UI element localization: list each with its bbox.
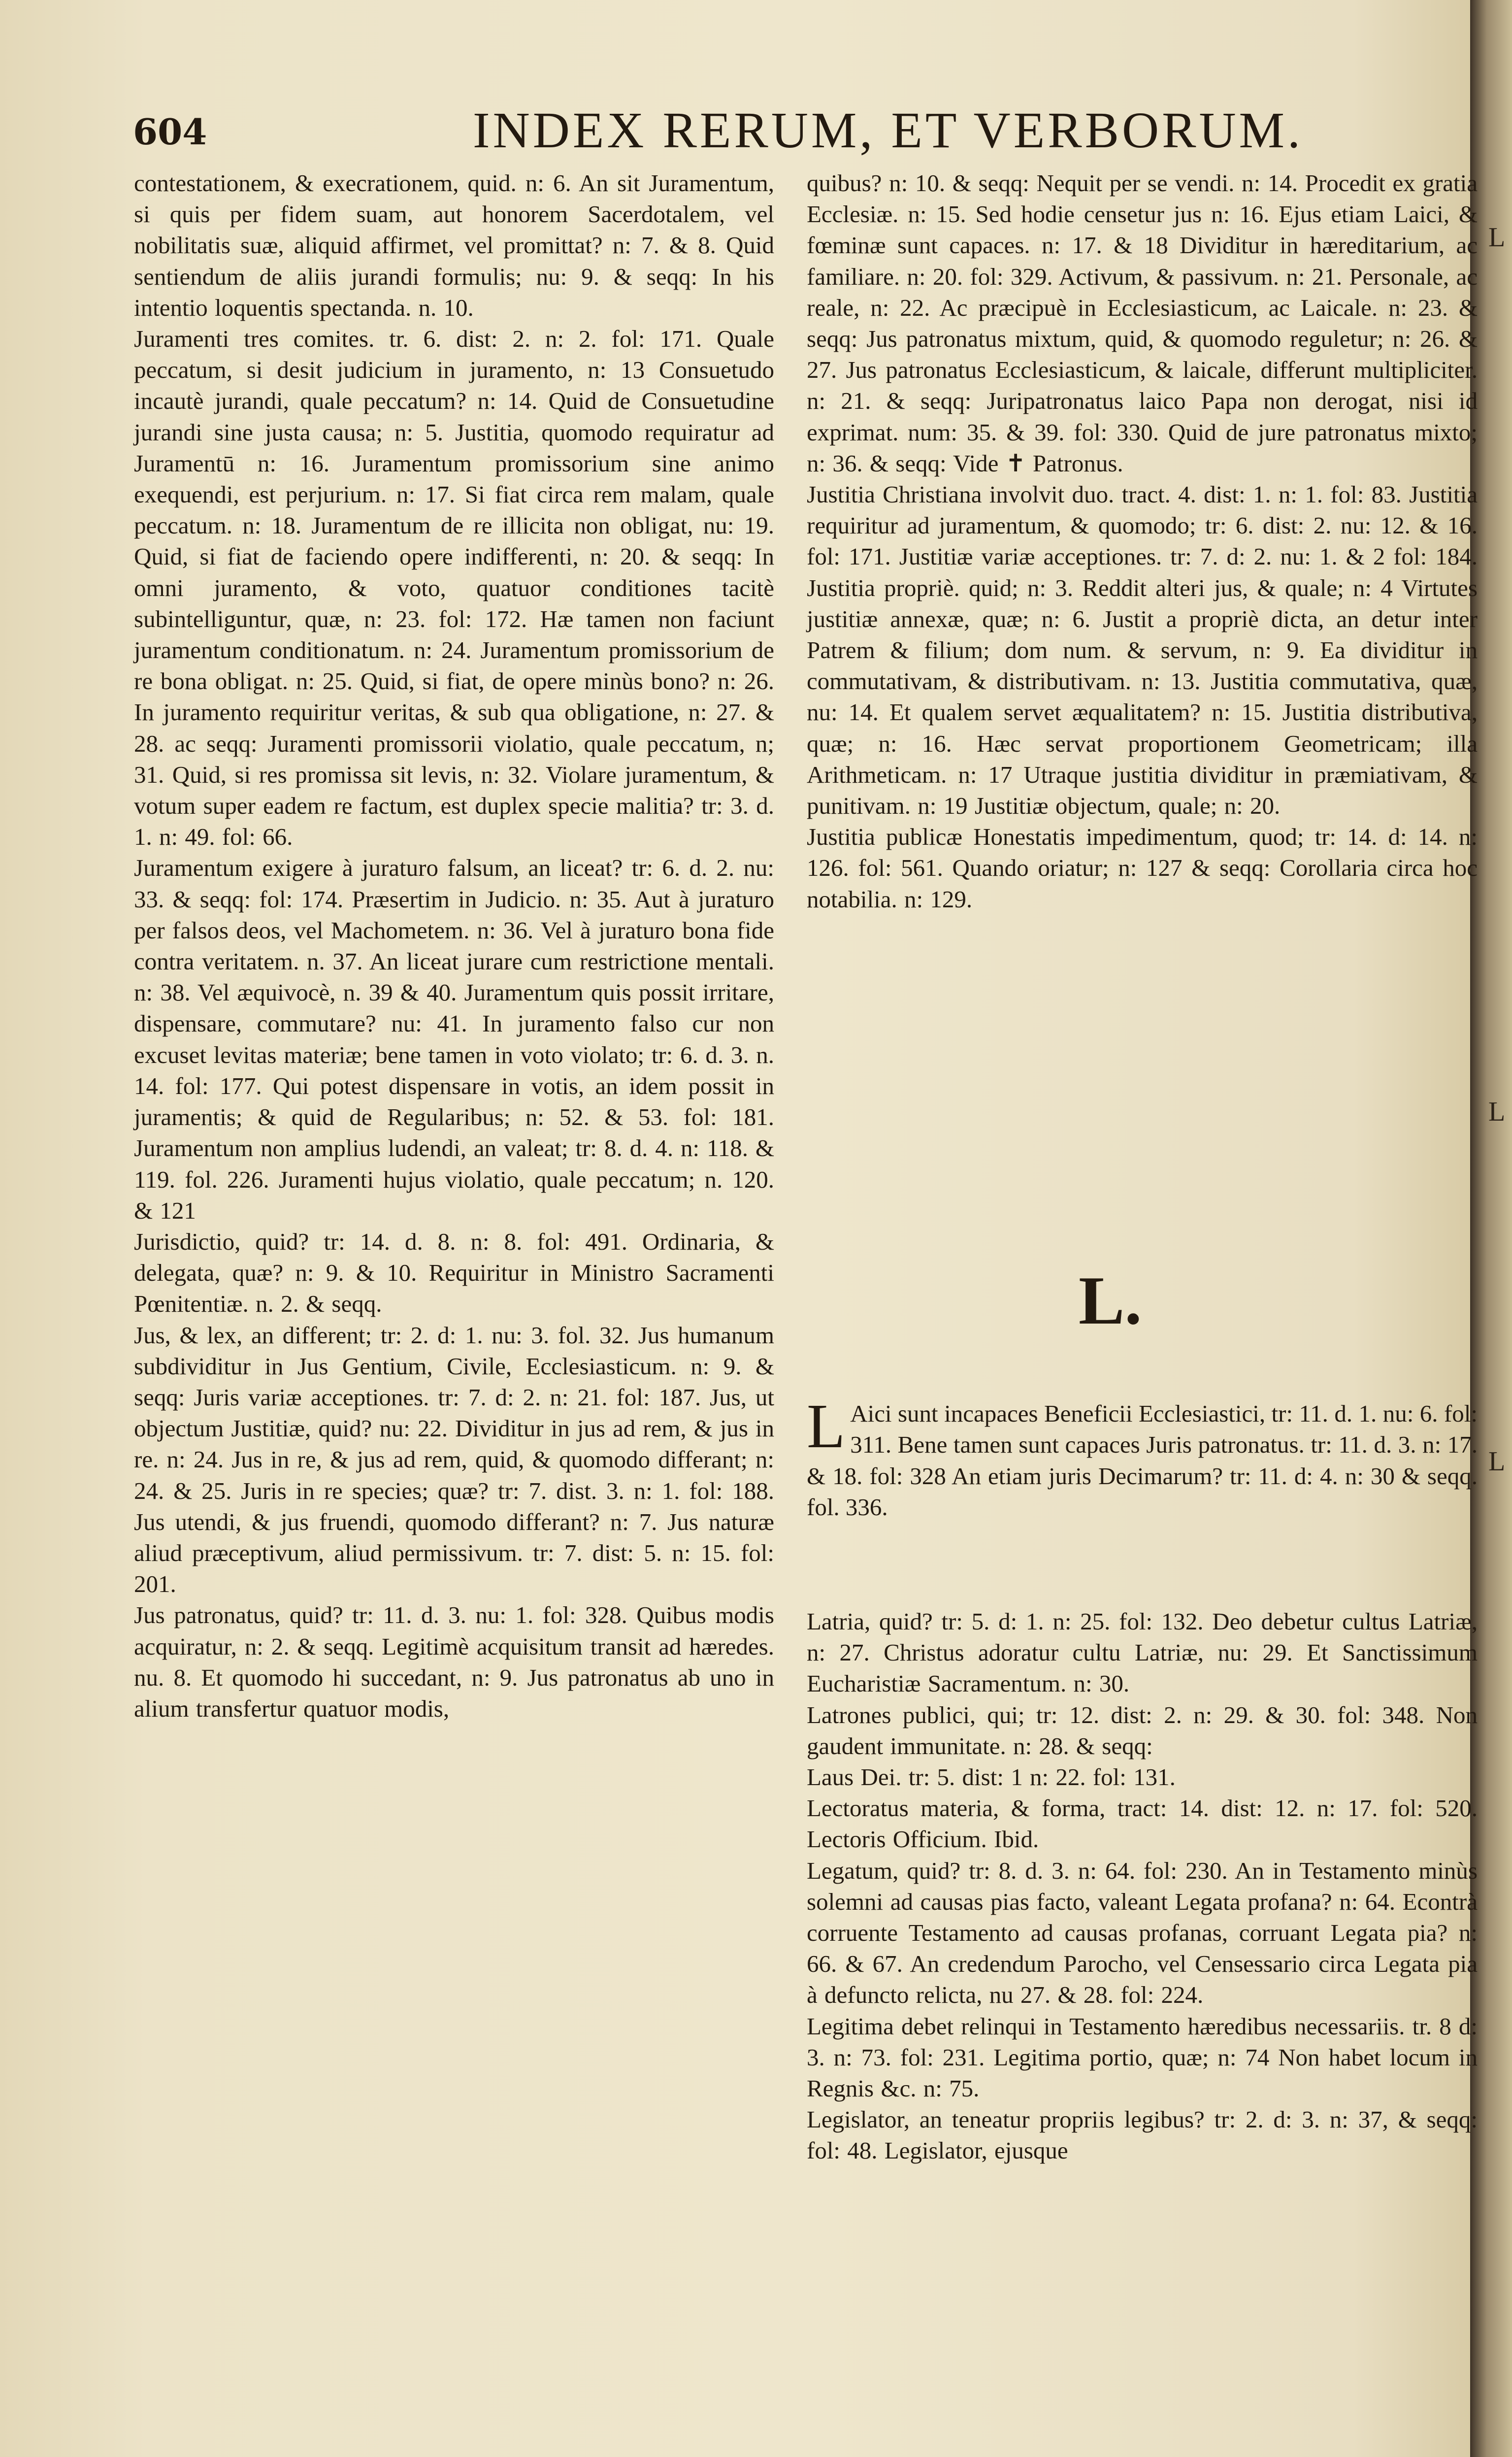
index-column-right-l: Latria, quid? tr: 5. d: 1. n: 25. fol: 132. Deo debetur cultus Latriæ, n: 27. Christus adoratur cultu Latriæ, nu: 29. Et Sanctissimum Eucharistiæ Sacramentum. n: 30. Latrones publici, qui; tr: 12. dist: 2. n: 29. & 30. fol: 348. Non gaudent immunitate. n: 28. & seqq: Laus Dei. tr: 5. dist: 1 n: 22. fol: 131. Lectoratus materia, & forma, tract: 14. dist: 12. n: 17. fol: 520. Lectoris Officium. Ibid. Legatum, quid? tr: 8. d. 3. n: 64. fol: 230. An in Testamento minùs solemni ad causas pias facto, valeant Legata profana? n: 64. Econtrà corruente Testamento ad causas profanas, corruant Legata pia? n: 66. & 67. An credendum Parocho, vel Censessario circa Legata pia à defuncto relicta, nu 27. & 28. fol: 224. Legitima debet relinqui in Testamento hæredibus necessariis. tr. 8 d: 3. n: 73. fol: 231. Legitima portio, quæ; n: 74 Non habet locum in Regnis &c. n: 75. Legislator, an teneatur propriis legibus? tr: 2. d: 3. n: 37, & seqq: fol: 48. Legislator, ejusque	[807, 1608, 1478, 2164]
gutter-letter: L	[1488, 222, 1506, 253]
section-letter-heading: L.	[1079, 1262, 1142, 1339]
index-entry-laici	[807, 1367, 1478, 1523]
gutter-letter: L	[1488, 1096, 1506, 1127]
index-entry-text: Aici sunt incapaces Beneficii Ecclesiastici, tr: 11. d. 1. nu: 6. fol: 311. Bene tamen sunt capaces Juris patronatus. tr: 11. d. 3. n: 17. & 18. fol: 328 An etiam juris Decimarum? tr: 11. d: 4. n: 30 & seqq. fol. 336.	[807, 1400, 1478, 1521]
page-header	[133, 101, 1374, 160]
page-number: 604	[133, 111, 207, 153]
gutter-letter: L	[1488, 1446, 1506, 1477]
index-column-right-j: quibus? n: 10. & seqq: Nequit per se vendi. n: 14. Procedit ex gratia Ecclesiæ. n: 15. Sed hodie censetur jus n: 16. Ejus etiam Laici, & fœminæ sunt capaces. n: 17. & 18 Dividitur in hæreditarium, ac familiare. n: 20. fol: 329. Activum, & passivum. n: 21. Personale, ac reale, n: 22. Ac præcipuè in Ecclesiasticum, ac Laicale. n: 23. & seqq: Jus patronatus mixtum, quid, & quomodo reguletur; n: 26. & 27. Jus patronatus Ecclesiasticum, & laicale, differunt multipliciter. n: 21. & seqq: Juripatronatus laico Papa non derogat, nisi id exprimat. num: 35. & 39. fol: 330. Quid de jure patronatus mixto; n: 36. & seqq: Vide ✝ Patronus. Justitia Christiana involvit duo. tract. 4. dist: 1. n: 1. fol: 83. Justitia requiritur ad juramentum, & quomodo; tr: 6. dist: 2. nu: 12. & 16. fol: 171. Justitiæ variæ acceptiones. tr: 7. d: 2. nu: 1. & 2 fol: 184. Justitia propriè. quid; n: 3. Reddit alteri jus, & quale; n: 4 Virtutes justitiæ annexæ, quæ; n: 6. Justit a propriè dicta, an detur inter Patrem & filium; dom num. & servum, n: 9. Ea dividitur in commutativam, & distributivam. n: 13. Justitia commutativa, quæ, nu: 14. Et qualem servet æqualitatem? n: 15. Justitia distributiva, quæ; n: 16. Hæc servat proportionem Geometricam; illa Arithmeticam. n: 17 Utraque justitia dividitur in præmiativam, & punitivam. n: 19 Justitiæ objectum, quale; n: 20. Justitia publicæ Honestatis impedimentum, quod; tr: 14. d: 14. n: 126. fol: 561. Quando oriatur; n: 127 & seqq: Corollaria circa hoc notabilia. n: 129.	[807, 169, 1478, 913]
drop-cap-letter: L	[807, 1391, 846, 1461]
index-column-left: contestationem, & execrationem, quid. n: 6. An sit Juramentum, si quis per fidem suam, aut honorem Sacerdotalem, vel nobilitatis suæ, aliquid affirmet, vel promittat? n: 7. & 8. Quid sentiendum de aliis jurandi formulis; nu: 9. & seqq: In his intentio loquentis spectanda. n. 10. Juramenti tres comites. tr. 6. dist: 2. n: 2. fol: 171. Quale peccatum, si desit judicium in juramento, n: 13 Consuetudo incautè jurandi, quale peccatum? n: 14. Quid de Consuetudine jurandi sine justa causa; n: 5. Justitia, quomodo requiratur ad Juramentū n: 16. Juramentum promissorium sine animo exequendi, est perjurium. n: 17. Si fiat circa rem malam, quale peccatum. n: 18. Juramentum de re illicita non obligat, nu: 19. Quid, si fiat de faciendo opere indifferenti, n: 20. & seqq: In omni juramento, & voto, quatuor conditiones tacitè subintelliguntur, quæ, n: 23. fol: 172. Hæ tamen non faciunt juramentum conditionatum. n: 24. Juramentum promissorium de re bona obligat. n: 25. Quid, si fiat, de opere minùs bono? n: 26. In juramento requiritur veritas, & sub qua obligatione, n: 27. & 28. ac seqq: Juramenti promissorii violatio, quale peccatum, n; 31. Quid, si res promissa sit levis, n: 32. Violare juramentum, & votum super eadem re factum, est duplex specie malitia? tr: 3. d. 1. n: 49. fol: 66. Juramentum exigere à juraturo falsum, an liceat? tr: 6. d. 2. nu: 33. & seqq: fol: 174. Præsertim in Judicio. n: 35. Aut à juraturo per falsos deos, vel Machometem. n: 36. Vel à juraturo bona fide contra veritatem. n. 37. An liceat jurare cum restrictione mentali. n: 38. Vel æquivocè, n. 39 & 40. Juramentum quis possit irritare, dispensare, commutare? nu: 41. In juramento falso cur non excuset levitas materiæ; bene tamen in voto violato; tr: 6. d. 3. n. 14. fol: 177. Qui potest dispensare in votis, an idem possit in juramentis; & quid de Regularibus; n: 52. & 53. fol: 181. Juramentum non amplius ludendi, an valeat; tr: 8. d. 4. n: 118. & 119. fol. 226. Juramenti hujus violatio, quale peccatum; n. 120. & 121 Jurisdictio, quid? tr: 14. d. 8. n: 8. fol: 491. Ordinaria, & delegata, quæ? n: 9. & 10. Requiritur in Ministro Sacramenti Pœnitentiæ. n. 2. & seqq. Jus, & lex, an different; tr: 2. d: 1. nu: 3. fol. 32. Jus humanum subdividitur in Jus Gentium, Civile, Ecclesiasticum. n: 9. & seqq: Juris variæ acceptiones. tr: 7. d: 2. n: 21. fol: 187. Jus, ut objectum Justitiæ, quid? nu: 22. Dividitur in jus ad rem, & jus in re. n: 24. Jus in re, & jus ad rem, quid, & quomodo differant; n: 24. & 25. Juris in re species; quæ? tr: 7. dist. 3. n: 1. fol: 188. Jus utendi, & jus fruendi, quomodo differant? n: 7. Jus naturæ aliud præceptivum, aliud permissivum. tr: 7. dist: 5. n: 15. fol: 201. Jus patronatus, quid? tr: 11. d. 3. nu: 1. fol: 328. Quibus modis acquiratur, n: 2. & seqq. Legitimè acquisitum transit ad hæredes. nu. 8. Et quomodo hi succedant, n: 9. Jus patronatus ab uno in alium transfertur quatuor modis,	[134, 169, 774, 1722]
running-title: INDEX RERUM, ET VERBORUM.	[473, 102, 1304, 159]
